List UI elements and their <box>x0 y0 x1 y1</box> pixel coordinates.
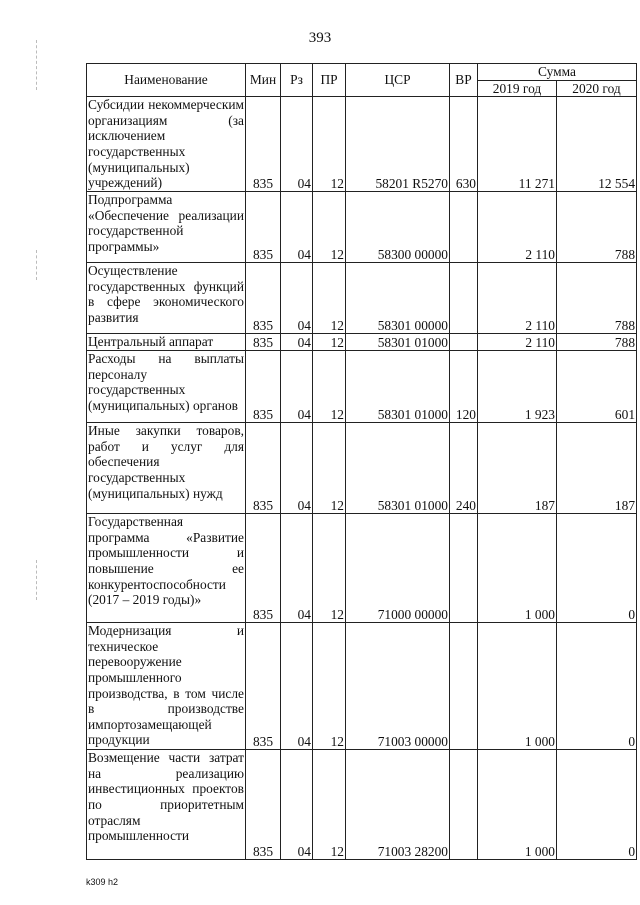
row-rz: 04 <box>281 423 313 514</box>
row-vr <box>450 263 478 334</box>
row-name: Возмещение части затрат на реализацию инвестиционных проектов по приоритетным отраслям промышленности <box>87 750 246 860</box>
row-rz: 04 <box>281 750 313 860</box>
row-min: 835 <box>246 423 281 514</box>
row-vr <box>450 192 478 263</box>
row-2019: 2 110 <box>478 263 557 334</box>
header-pr: ПР <box>313 64 346 97</box>
row-rz: 04 <box>281 97 313 192</box>
row-pr: 12 <box>313 263 346 334</box>
row-vr <box>450 334 478 351</box>
header-2019: 2019 год <box>478 80 557 97</box>
row-rz: 04 <box>281 192 313 263</box>
row-rz: 04 <box>281 351 313 423</box>
header-sum: Сумма <box>478 64 637 81</box>
row-name: Осуществление государственных функций в сфере экономического развития <box>87 263 246 334</box>
row-vr <box>450 750 478 860</box>
row-2020: 12 554 <box>557 97 637 192</box>
table-row <box>87 423 637 514</box>
row-min: 835 <box>246 351 281 423</box>
row-2020: 788 <box>557 334 637 351</box>
row-2019: 1 000 <box>478 623 557 750</box>
row-vr <box>450 623 478 750</box>
row-pr: 12 <box>313 97 346 192</box>
row-min: 835 <box>246 334 281 351</box>
row-csr: 58301 01000 <box>346 351 450 423</box>
row-rz: 04 <box>281 514 313 623</box>
row-2020: 788 <box>557 192 637 263</box>
row-min: 835 <box>246 623 281 750</box>
row-pr: 12 <box>313 423 346 514</box>
scan-margin-mark <box>36 40 37 90</box>
row-2019: 11 271 <box>478 97 557 192</box>
table-row <box>87 623 637 750</box>
row-csr: 71000 00000 <box>346 514 450 623</box>
row-2020: 601 <box>557 351 637 423</box>
row-min: 835 <box>246 263 281 334</box>
row-min: 835 <box>246 97 281 192</box>
row-pr: 12 <box>313 351 346 423</box>
row-2020: 0 <box>557 623 637 750</box>
row-name: Иные закупки товаров, работ и услуг для обеспечения государственных (муниципальных) нужд <box>87 423 246 514</box>
table-row <box>87 97 637 192</box>
row-csr: 58201 R5270 <box>346 97 450 192</box>
table-row <box>87 514 637 623</box>
row-name: Государственная программа «Развитие промышленности и повышение ее конкурентоспособности (2017 – 2019 годы)» <box>87 514 246 623</box>
row-rz: 04 <box>281 263 313 334</box>
row-vr: 630 <box>450 97 478 192</box>
row-2019: 1 000 <box>478 750 557 860</box>
row-2019: 187 <box>478 423 557 514</box>
header-rz: Рз <box>281 64 313 97</box>
table-row <box>87 192 637 263</box>
row-min: 835 <box>246 192 281 263</box>
row-min: 835 <box>246 514 281 623</box>
row-pr: 12 <box>313 750 346 860</box>
row-name: Субсидии некоммерческим организациям (за исключением государственных (муниципальных) учреждений) <box>88 97 244 191</box>
row-2019: 2 110 <box>478 334 557 351</box>
row-2020: 788 <box>557 263 637 334</box>
row-pr: 12 <box>313 192 346 263</box>
row-2020: 0 <box>557 514 637 623</box>
row-name: Модернизация и техническое перевооружение промышленного производства, в том числе в производстве импортозамещающей продукции <box>87 623 246 750</box>
page-number: 393 <box>308 30 332 46</box>
row-vr: 120 <box>450 351 478 423</box>
row-csr: 58301 00000 <box>346 263 450 334</box>
row-csr: 58300 00000 <box>346 192 450 263</box>
header-2020: 2020 год <box>557 80 637 97</box>
row-rz: 04 <box>281 334 313 351</box>
table-row <box>87 351 637 423</box>
row-min: 835 <box>246 750 281 860</box>
row-csr: 58301 01000 <box>346 334 450 351</box>
table-row <box>87 334 637 351</box>
table-row <box>87 263 637 334</box>
row-vr <box>450 514 478 623</box>
row-name: Центральный аппарат <box>87 334 246 351</box>
row-name: Подпрограмма «Обеспечение реализации государственной программы» <box>87 192 246 263</box>
row-pr: 12 <box>313 334 346 351</box>
scan-margin-mark <box>36 250 37 280</box>
row-csr: 71003 28200 <box>346 750 450 860</box>
header-vr: ВР <box>450 64 478 97</box>
scan-margin-mark <box>36 560 37 600</box>
row-pr: 12 <box>313 514 346 623</box>
row-name: Расходы на выплаты персоналу государственных (муниципальных) органов <box>87 351 246 423</box>
header-name: Наименование <box>87 64 246 97</box>
header-csr: ЦСР <box>346 64 450 97</box>
row-2020: 0 <box>557 750 637 860</box>
row-pr: 12 <box>313 623 346 750</box>
footer-code: k309 h2 <box>86 877 119 887</box>
budget-table <box>86 63 637 860</box>
row-csr: 58301 01000 <box>346 423 450 514</box>
row-2019: 1 000 <box>478 514 557 623</box>
row-2020: 187 <box>557 423 637 514</box>
table-row <box>87 750 637 860</box>
row-2019: 1 923 <box>478 351 557 423</box>
row-csr: 71003 00000 <box>346 623 450 750</box>
row-rz: 04 <box>281 623 313 750</box>
row-2019: 2 110 <box>478 192 557 263</box>
row-vr: 240 <box>450 423 478 514</box>
header-min: Мин <box>246 64 281 97</box>
